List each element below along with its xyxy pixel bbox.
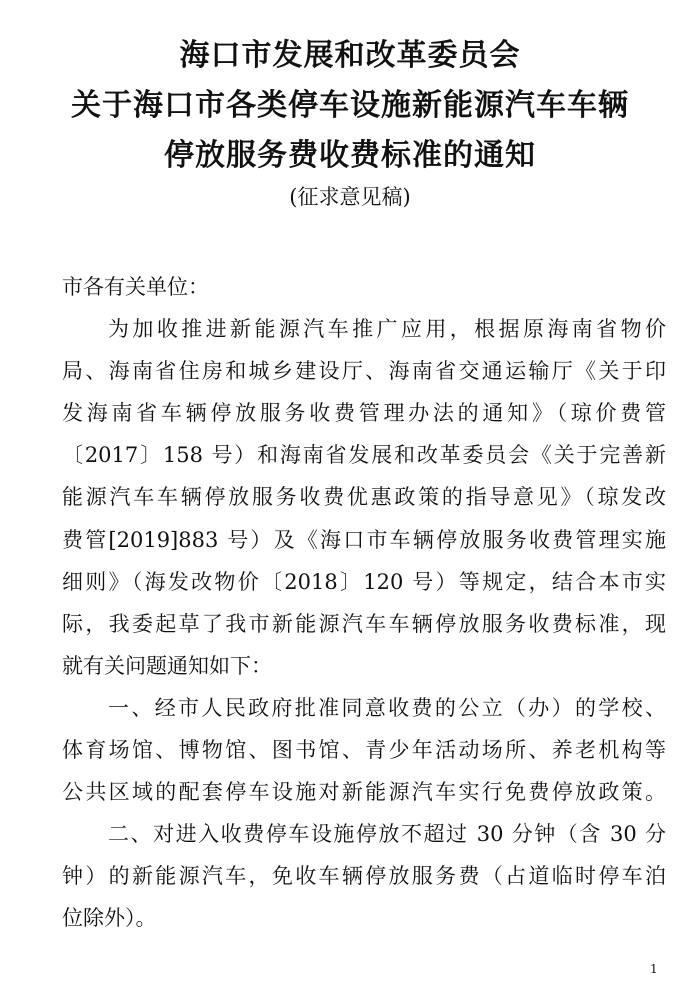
- body-line: 为加收推进新能源汽车推广应用，根据原海南省物价: [108, 317, 666, 342]
- body-line: 体育场馆、博物馆、图书馆、青少年活动场所、养老机构等: [62, 738, 666, 763]
- title-line-1: 海口市发展和改革委员会: [179, 38, 521, 73]
- title-line-3: 停放服务费收费标准的通知: [164, 138, 536, 173]
- body-line: 公共区域的配套停车设施对新能源汽车实行免费停放政策。: [62, 780, 666, 805]
- body-line: 能源汽车车辆停放服务收费优惠政策的指导意见》（琼发改: [62, 485, 666, 510]
- body-line: 细则》（海发改物价〔2018〕120 号）等规定，结合本市实: [62, 569, 666, 594]
- body-line: 位除外）。: [62, 906, 157, 931]
- body-line: 费管[2019]883 号）及《海口市车辆停放服务收费管理实施: [62, 527, 666, 552]
- body-line: 就有关问题通知如下：: [62, 653, 272, 678]
- subtitle: (征求意见稿): [289, 185, 411, 209]
- document-body: [62, 266, 666, 940]
- body-line: 钟）的新能源汽车，免收车辆停放服务费（占道临时停车泊: [62, 864, 666, 889]
- body-line: 际，我委起草了我市新能源汽车车辆停放服务收费标准，现: [62, 611, 666, 636]
- body-line: 发海南省车辆停放服务收费管理办法的通知》（琼价费管: [62, 401, 666, 426]
- title-line-2: 关于海口市各类停车设施新能源汽车车辆: [71, 88, 629, 123]
- body-line: 局、海南省住房和城乡建设厅、海南省交通运输厅《关于印: [62, 359, 666, 384]
- body-line: 〔2017〕158 号）和海南省发展和改革委员会《关于完善新: [62, 443, 666, 468]
- salutation: 市各有关单位：: [62, 275, 209, 299]
- page-number: 1: [650, 962, 658, 976]
- body-line: 二、对进入收费停车设施停放不超过 30 分钟（含 30 分: [108, 822, 666, 847]
- body-line: 一、经市人民政府批准同意收费的公立（办）的学校、: [108, 695, 666, 720]
